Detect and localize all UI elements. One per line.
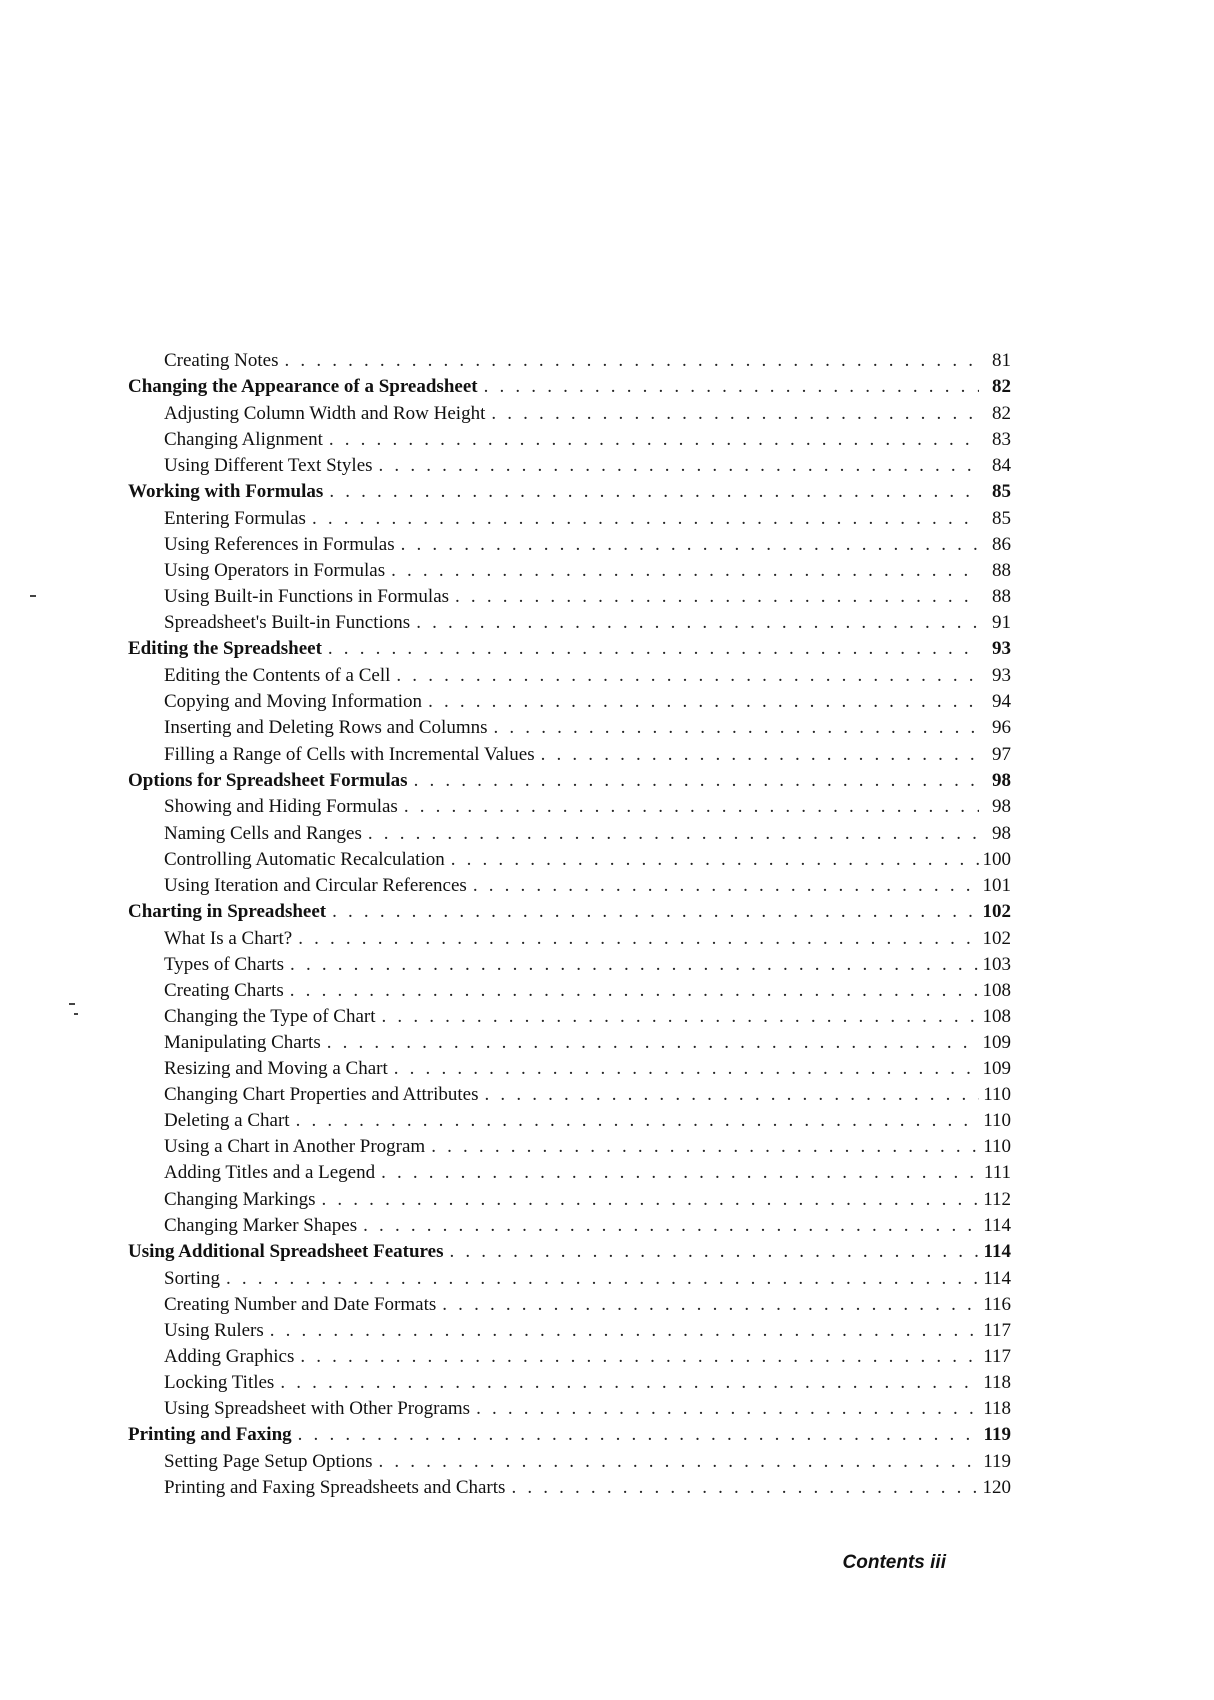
toc-subsection-entry bbox=[128, 610, 1011, 636]
toc-entry-title: Using Operators in Formulas bbox=[164, 560, 386, 582]
toc-subsection-entry bbox=[128, 1449, 1011, 1475]
dot-leader bbox=[401, 532, 979, 558]
toc-entry-page-number: 110 bbox=[983, 1084, 1011, 1106]
toc-subsection-entry bbox=[128, 1318, 1011, 1344]
dot-leader bbox=[332, 899, 978, 925]
dot-leader bbox=[280, 1370, 979, 1396]
toc-entry-title: Editing the Spreadsheet bbox=[128, 638, 322, 660]
toc-entry-page-number: 82 bbox=[992, 402, 1011, 424]
toc-entry-page-number: 102 bbox=[982, 927, 1011, 949]
toc-entry-title: Using Additional Spreadsheet Features bbox=[128, 1240, 444, 1262]
dot-leader bbox=[485, 1082, 979, 1108]
toc-entry-page-number: 118 bbox=[983, 1371, 1011, 1393]
toc-section-entry bbox=[128, 636, 1011, 663]
toc-entry-title: Changing Markings bbox=[164, 1188, 316, 1210]
toc-entry-title: Using Iteration and Circular References bbox=[164, 874, 467, 896]
toc-entry-page-number: 103 bbox=[982, 953, 1011, 975]
toc-entry-page-number: 84 bbox=[992, 455, 1011, 477]
toc-entry-page-number: 119 bbox=[983, 1450, 1011, 1472]
toc-entry-title: Creating Number and Date Formats bbox=[164, 1293, 437, 1315]
toc-subsection-entry bbox=[128, 1187, 1011, 1213]
toc-subsection-entry bbox=[128, 1160, 1011, 1186]
toc-entry-title: Adding Graphics bbox=[164, 1345, 295, 1367]
toc-entry-page-number: 96 bbox=[992, 717, 1011, 739]
toc-entry-title: Editing the Contents of a Cell bbox=[164, 665, 391, 687]
dot-leader bbox=[368, 821, 979, 847]
toc-entry-page-number: 82 bbox=[992, 376, 1011, 398]
toc-section-entry bbox=[128, 768, 1011, 795]
dot-leader bbox=[321, 1187, 979, 1213]
toc-entry-page-number: 108 bbox=[982, 979, 1011, 1001]
toc-subsection-entry bbox=[128, 742, 1011, 768]
toc-subsection-entry bbox=[128, 558, 1011, 584]
toc-entry-page-number: 98 bbox=[992, 822, 1011, 844]
dot-leader bbox=[329, 479, 979, 505]
toc-subsection-entry bbox=[128, 952, 1011, 978]
toc-entry-page-number: 85 bbox=[992, 481, 1011, 503]
dot-leader bbox=[290, 952, 978, 978]
dot-leader bbox=[484, 374, 979, 400]
scan-mark bbox=[69, 1003, 75, 1005]
page-footer: Contents iii bbox=[842, 1552, 946, 1573]
toc-subsection-entry bbox=[128, 1344, 1011, 1370]
toc-section-entry bbox=[128, 1239, 1011, 1266]
toc-entry-page-number: 91 bbox=[992, 612, 1011, 634]
toc-entry-title: Using a Chart in Another Program bbox=[164, 1136, 426, 1158]
toc-entry-page-number: 94 bbox=[992, 691, 1011, 713]
toc-subsection-entry bbox=[128, 873, 1011, 899]
toc-entry-title: Manipulating Charts bbox=[164, 1031, 321, 1053]
toc-entry-title: Changing the Type of Chart bbox=[164, 1005, 376, 1027]
toc-entry-page-number: 117 bbox=[983, 1319, 1011, 1341]
toc-entry-title: Charting in Spreadsheet bbox=[128, 900, 327, 922]
dot-leader bbox=[476, 1396, 979, 1422]
toc-entry-title: Filling a Range of Cells with Incremental Values bbox=[164, 743, 535, 765]
toc-subsection-entry bbox=[128, 794, 1011, 820]
toc-subsection-entry bbox=[128, 1082, 1011, 1108]
dot-leader bbox=[381, 1160, 979, 1186]
dot-leader bbox=[327, 1030, 979, 1056]
toc-entry-page-number: 102 bbox=[982, 900, 1011, 922]
toc-section-entry bbox=[128, 1422, 1011, 1449]
dot-leader bbox=[473, 873, 979, 899]
dot-leader bbox=[378, 1449, 979, 1475]
toc-subsection-entry bbox=[128, 689, 1011, 715]
dot-leader bbox=[328, 636, 979, 662]
toc-entry-title: Copying and Moving Information bbox=[164, 691, 423, 713]
toc-entry-page-number: 93 bbox=[992, 665, 1011, 687]
toc-entry-title: Options for Spreadsheet Formulas bbox=[128, 769, 408, 791]
dot-leader bbox=[285, 348, 979, 374]
toc-subsection-entry bbox=[128, 584, 1011, 610]
dot-leader bbox=[300, 1344, 979, 1370]
dot-leader bbox=[312, 506, 979, 532]
dot-leader bbox=[416, 610, 979, 636]
toc-subsection-entry bbox=[128, 1475, 1011, 1501]
toc-entry-page-number: 114 bbox=[983, 1267, 1011, 1289]
dot-leader bbox=[511, 1475, 978, 1501]
toc-entry-title: Showing and Hiding Formulas bbox=[164, 796, 398, 818]
toc-section-entry bbox=[128, 374, 1011, 401]
toc-entry-title: Deleting a Chart bbox=[164, 1110, 290, 1132]
toc-entry-page-number: 98 bbox=[992, 796, 1011, 818]
scan-mark bbox=[30, 595, 36, 597]
dot-leader bbox=[451, 847, 979, 873]
dot-leader bbox=[298, 1422, 979, 1448]
toc-subsection-entry bbox=[128, 1396, 1011, 1422]
scan-mark bbox=[74, 1013, 78, 1015]
toc-subsection-entry bbox=[128, 348, 1011, 374]
toc-entry-title: Creating Charts bbox=[164, 979, 284, 1001]
toc-entry-title: Inserting and Deleting Rows and Columns bbox=[164, 717, 488, 739]
toc-subsection-entry bbox=[128, 532, 1011, 558]
toc-entry-page-number: 117 bbox=[983, 1345, 1011, 1367]
toc-entry-title: Changing Marker Shapes bbox=[164, 1214, 358, 1236]
dot-leader bbox=[363, 1213, 979, 1239]
toc-entry-page-number: 100 bbox=[982, 848, 1011, 870]
dot-leader bbox=[270, 1318, 979, 1344]
toc-entry-page-number: 109 bbox=[982, 1058, 1011, 1080]
toc-entry-title: Creating Notes bbox=[164, 350, 279, 371]
toc-entry-title: Adjusting Column Width and Row Height bbox=[164, 402, 486, 424]
toc-entry-title: What Is a Chart? bbox=[164, 927, 293, 949]
toc-section-entry bbox=[128, 479, 1011, 506]
dot-leader bbox=[391, 558, 979, 584]
table-of-contents bbox=[128, 348, 1011, 1501]
toc-entry-page-number: 110 bbox=[983, 1136, 1011, 1158]
dot-leader bbox=[296, 1108, 979, 1134]
toc-subsection-entry bbox=[128, 1030, 1011, 1056]
toc-subsection-entry bbox=[128, 715, 1011, 741]
toc-subsection-entry bbox=[128, 663, 1011, 689]
toc-entry-page-number: 111 bbox=[983, 1162, 1011, 1184]
toc-entry-page-number: 88 bbox=[992, 560, 1011, 582]
toc-entry-title: Using Different Text Styles bbox=[164, 455, 373, 477]
toc-entry-title: Sorting bbox=[164, 1267, 220, 1289]
dot-leader bbox=[442, 1292, 979, 1318]
toc-entry-page-number: 101 bbox=[982, 874, 1011, 896]
toc-entry-title: Changing Chart Properties and Attributes bbox=[164, 1084, 479, 1106]
toc-subsection-entry bbox=[128, 847, 1011, 873]
toc-entry-page-number: 109 bbox=[982, 1031, 1011, 1053]
toc-subsection-entry bbox=[128, 1004, 1011, 1030]
dot-leader bbox=[298, 926, 978, 952]
toc-entry-page-number: 88 bbox=[992, 586, 1011, 608]
dot-leader bbox=[396, 663, 979, 689]
dot-leader bbox=[431, 1134, 979, 1160]
toc-entry-page-number: 81 bbox=[992, 350, 1011, 371]
toc-entry-page-number: 97 bbox=[992, 743, 1011, 765]
dot-leader bbox=[394, 1056, 979, 1082]
toc-section-entry bbox=[128, 899, 1011, 926]
dot-leader bbox=[494, 715, 980, 741]
toc-entry-page-number: 85 bbox=[992, 507, 1011, 529]
toc-entry-title: Changing Alignment bbox=[164, 428, 323, 450]
toc-entry-title: Locking Titles bbox=[164, 1371, 275, 1393]
toc-entry-title: Using Spreadsheet with Other Programs bbox=[164, 1397, 471, 1419]
toc-subsection-entry bbox=[128, 1108, 1011, 1134]
toc-entry-title: Adding Titles and a Legend bbox=[164, 1162, 376, 1184]
toc-entry-page-number: 116 bbox=[983, 1293, 1011, 1315]
toc-subsection-entry bbox=[128, 1370, 1011, 1396]
toc-entry-page-number: 118 bbox=[983, 1397, 1011, 1419]
toc-entry-title: Using Rulers bbox=[164, 1319, 264, 1341]
toc-subsection-entry bbox=[128, 401, 1011, 427]
toc-entry-page-number: 93 bbox=[992, 638, 1011, 660]
toc-subsection-entry bbox=[128, 1056, 1011, 1082]
dot-leader bbox=[541, 742, 979, 768]
toc-subsection-entry bbox=[128, 821, 1011, 847]
dot-leader bbox=[290, 978, 979, 1004]
toc-entry-page-number: 120 bbox=[982, 1476, 1011, 1498]
toc-entry-page-number: 110 bbox=[983, 1110, 1011, 1132]
toc-entry-title: Printing and Faxing Spreadsheets and Charts bbox=[164, 1476, 506, 1498]
toc-subsection-entry bbox=[128, 1292, 1011, 1318]
toc-entry-page-number: 119 bbox=[983, 1424, 1011, 1446]
toc-entry-title: Setting Page Setup Options bbox=[164, 1450, 373, 1472]
toc-subsection-entry bbox=[128, 1266, 1011, 1292]
toc-entry-title: Using Built-in Functions in Formulas bbox=[164, 586, 450, 608]
dot-leader bbox=[404, 794, 979, 820]
toc-entry-title: Resizing and Moving a Chart bbox=[164, 1058, 388, 1080]
toc-entry-title: Using References in Formulas bbox=[164, 534, 395, 556]
toc-subsection-entry bbox=[128, 1134, 1011, 1160]
toc-subsection-entry bbox=[128, 978, 1011, 1004]
toc-entry-page-number: 114 bbox=[983, 1214, 1011, 1236]
dot-leader bbox=[379, 453, 979, 479]
toc-entry-page-number: 86 bbox=[992, 534, 1011, 556]
toc-entry-title: Spreadsheet's Built-in Functions bbox=[164, 612, 411, 634]
toc-entry-title: Entering Formulas bbox=[164, 507, 306, 529]
toc-subsection-entry bbox=[128, 926, 1011, 952]
toc-subsection-entry bbox=[128, 453, 1011, 479]
toc-entry-page-number: 98 bbox=[992, 769, 1011, 791]
toc-entry-title: Printing and Faxing bbox=[128, 1424, 292, 1446]
dot-leader bbox=[226, 1266, 979, 1292]
toc-entry-page-number: 114 bbox=[983, 1240, 1011, 1262]
toc-entry-page-number: 108 bbox=[982, 1005, 1011, 1027]
dot-leader bbox=[449, 1239, 979, 1265]
toc-entry-title: Working with Formulas bbox=[128, 481, 324, 503]
toc-entry-title: Types of Charts bbox=[164, 953, 285, 975]
dot-leader bbox=[491, 401, 979, 427]
toc-entry-page-number: 83 bbox=[992, 428, 1011, 450]
dot-leader bbox=[455, 584, 979, 610]
dot-leader bbox=[382, 1004, 979, 1030]
toc-subsection-entry bbox=[128, 1213, 1011, 1239]
dot-leader bbox=[414, 768, 979, 794]
toc-entry-title: Controlling Automatic Recalculation bbox=[164, 848, 445, 870]
toc-subsection-entry bbox=[128, 427, 1011, 453]
toc-subsection-entry bbox=[128, 506, 1011, 532]
toc-entry-title: Naming Cells and Ranges bbox=[164, 822, 362, 844]
toc-entry-page-number: 112 bbox=[983, 1188, 1011, 1210]
dot-leader bbox=[329, 427, 979, 453]
toc-entry-title: Changing the Appearance of a Spreadsheet bbox=[128, 376, 478, 398]
dot-leader bbox=[428, 689, 979, 715]
